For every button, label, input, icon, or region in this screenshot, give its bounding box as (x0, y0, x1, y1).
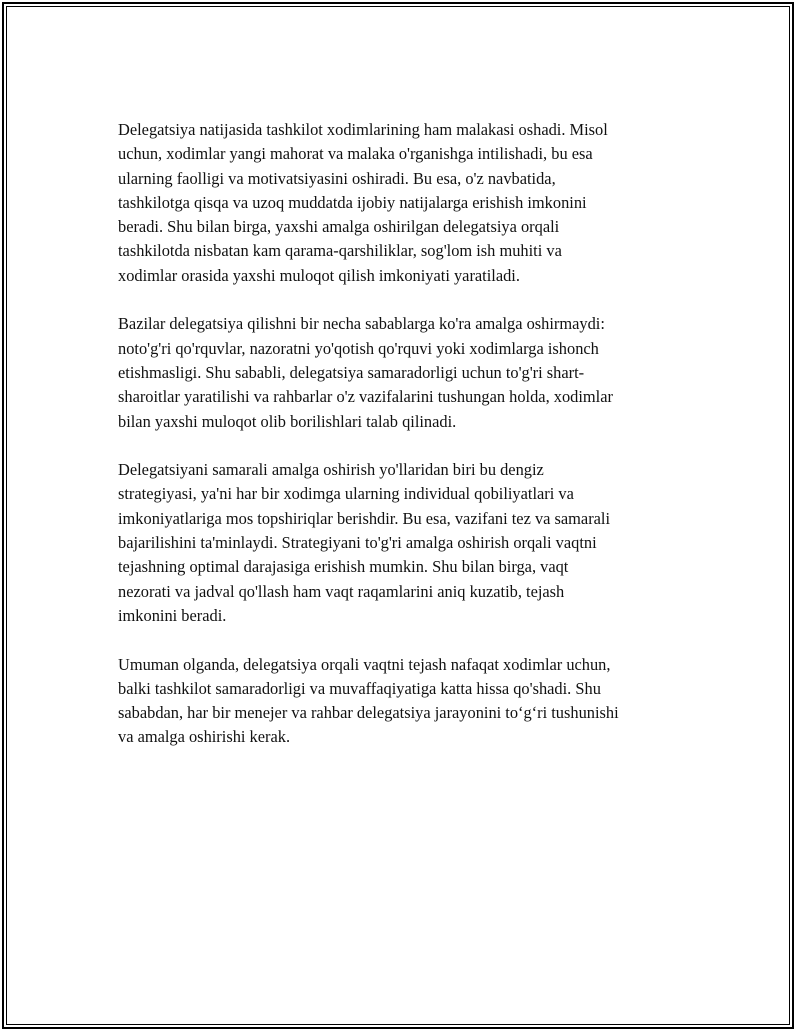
paragraph (118, 118, 682, 288)
text-line: tashkilotga qisqa va uzoq muddatda ijobiy natijalarga erishish imkonini (118, 192, 587, 212)
text-line: sharoitlar yaratilishi va rahbarlar o'z vazifalarini tushungan holda, xodimlar (118, 387, 613, 407)
text-line: strategiyasi, ya'ni har bir xodimga ularning individual qobiliyatlari va (118, 484, 574, 504)
text-line: Umuman olganda, delegatsiya orqali vaqtni tejash nafaqat xodimlar uchun, (118, 654, 611, 674)
paragraph (118, 312, 682, 433)
text-line: Delegatsiyani samarali amalga oshirish yo'llaridan biri bu dengiz (118, 460, 544, 480)
text-line: xodimlar orasida yaxshi muloqot qilish imkoniyati yaratiladi. (118, 265, 520, 285)
text-line: uchun, xodimlar yangi mahorat va malaka o'rganishga intilishadi, bu esa (118, 144, 593, 164)
text-line: bajarilishini ta'minlaydi. Strategiyani to'g'ri amalga oshirish orqali vaqtni (118, 533, 597, 553)
text-line: bilan yaxshi muloqot olib borilishlari talab qilinadi. (118, 411, 457, 431)
text-line: Delegatsiya natijasida tashkilot xodimlarining ham malakasi oshadi. Misol (118, 120, 608, 139)
text-line: beradi. Shu bilan birga, yaxshi amalga oshirilgan delegatsiya orqali (118, 217, 560, 237)
text-line: sababdan, har bir menejer va rahbar delegatsiya jarayonini to‘g‘ri tushunishi (118, 703, 619, 723)
paragraph (118, 653, 682, 750)
text-line: nezorati va jadval qo'llash ham vaqt raqamlarini aniq kuzatib, tejash (118, 581, 565, 601)
document-body (118, 118, 682, 774)
text-line: noto'g'ri qo'rquvlar, nazoratni yo'qotish qo'rquvi yoki xodimlarga ishonch (118, 338, 599, 358)
paragraph (118, 458, 682, 628)
text-line: imkonini beradi. (118, 605, 227, 625)
text-line: Bazilar delegatsiya qilishni bir necha sabablarga ko'ra amalga oshirmaydi: (118, 314, 605, 334)
text-line: tejashning optimal darajasiga erishish mumkin. Shu bilan birga, vaqt (118, 557, 569, 577)
text-line: imkoniyatlariga mos topshiriqlar berishdir. Bu esa, vazifani tez va samarali (118, 508, 611, 528)
text-line: va amalga oshirishi kerak. (118, 727, 291, 747)
text-line: tashkilotda nisbatan kam qarama-qarshiliklar, sog'lom ish muhiti va (118, 241, 562, 261)
text-line: etishmasligi. Shu sababli, delegatsiya samaradorligi uchun to'g'ri shart- (118, 362, 585, 382)
text-line: ularning faolligi va motivatsiyasini oshiradi. Bu esa, o'z navbatida, (118, 168, 556, 188)
text-line: balki tashkilot samaradorligi va muvaffaqiyatiga katta hissa qo'shadi. Shu (118, 678, 601, 698)
